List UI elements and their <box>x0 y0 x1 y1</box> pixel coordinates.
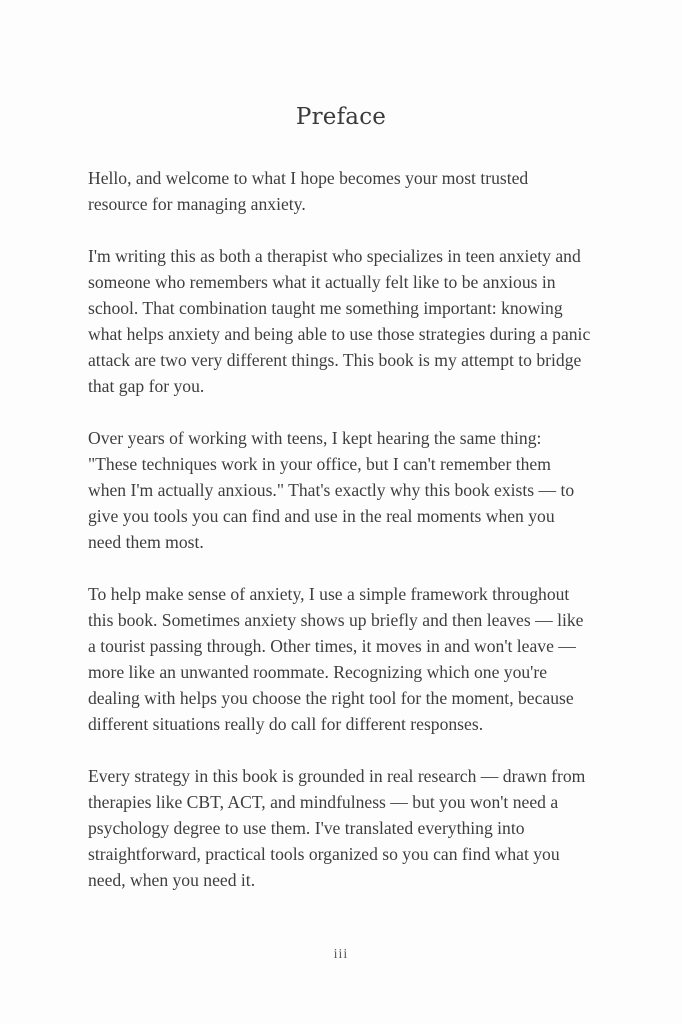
paragraph: Over years of working with teens, I kept hearing the same thing: "These techniques work in your office, but I can't remember them when I'm actually anxious." That's exactly why this book exists — to give you tools you can find and use in the real moments when you need them most. <box>88 428 575 552</box>
paragraph: Hello, and welcome to what I hope becomes your most trusted resource for managing anxiety. <box>88 168 529 214</box>
page-number: iii <box>333 947 349 962</box>
paragraph: Every strategy in this book is grounded in real research — drawn from therapies like CBT, ACT, and mindfulness — but you won't need a psychology degree to use them. I've translated everything into straightforward, practical tools organized so you can find what you need, when you need it. <box>88 766 586 890</box>
paragraph: To help make sense of anxiety, I use a simple framework throughout this book. Sometimes anxiety shows up briefly and then leaves — like a tourist passing through. Other times, it moves in and won't leave — more like an unwanted roommate. Recognizing which one you're dealing with helps you choose the right tool for the moment, because different situations really do call for different responses. <box>88 584 584 734</box>
preface-body <box>88 165 592 919</box>
page-title: Preface <box>295 104 387 130</box>
paragraph: I'm writing this as both a therapist who specializes in teen anxiety and someone who remembers what it actually felt like to be anxious in school. That combination taught me something important: knowing what helps anxiety and being able to use those strategies during a panic attack are two very different things. This book is my attempt to bridge that gap for you. <box>88 246 591 396</box>
